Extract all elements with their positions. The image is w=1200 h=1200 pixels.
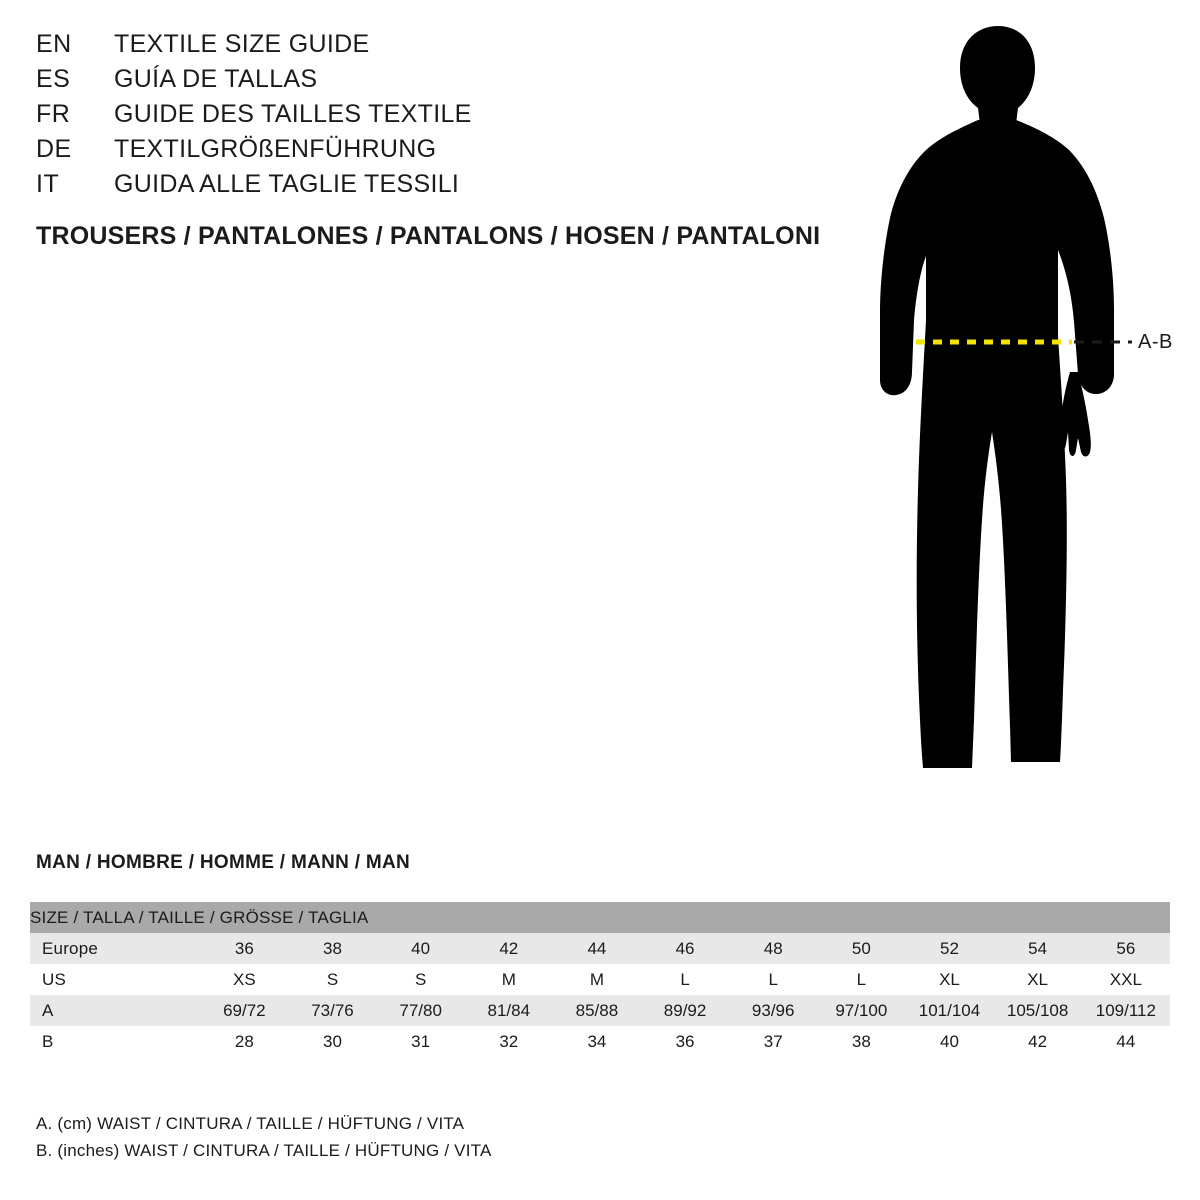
table-cell: 81/84 bbox=[465, 995, 553, 1026]
table-cell: M bbox=[553, 964, 641, 995]
measure-label-ab: A-B bbox=[1138, 331, 1173, 353]
table-cell: 48 bbox=[729, 933, 817, 964]
language-row bbox=[36, 30, 796, 65]
table-cell: 93/96 bbox=[729, 995, 817, 1026]
table-row bbox=[30, 933, 1170, 964]
table-cell: 44 bbox=[553, 933, 641, 964]
language-title: TEXTILGRÖßENFÜHRUNG bbox=[114, 135, 437, 163]
table-cell: 42 bbox=[465, 933, 553, 964]
table-cell: 38 bbox=[288, 933, 376, 964]
table-cell: 109/112 bbox=[1082, 995, 1170, 1026]
language-row bbox=[36, 170, 796, 205]
language-title: GUIDE DES TAILLES TEXTILE bbox=[114, 100, 472, 128]
language-code: EN bbox=[36, 30, 72, 58]
table-cell: 40 bbox=[905, 1026, 993, 1057]
table-cell: 105/108 bbox=[994, 995, 1082, 1026]
table-cell: 42 bbox=[994, 1026, 1082, 1057]
table-cell: 77/80 bbox=[377, 995, 465, 1026]
language-code: FR bbox=[36, 100, 71, 128]
table-cell: 34 bbox=[553, 1026, 641, 1057]
garment-type-heading: TROUSERS / PANTALONES / PANTALONS / HOSEN / PANTALONI bbox=[36, 222, 821, 250]
table-cell: 97/100 bbox=[817, 995, 905, 1026]
silhouette-shape bbox=[880, 26, 1132, 768]
table-cell: 85/88 bbox=[553, 995, 641, 1026]
table-cell: 89/92 bbox=[641, 995, 729, 1026]
table-cell: L bbox=[817, 964, 905, 995]
table-cell: XS bbox=[200, 964, 288, 995]
table-cell: M bbox=[465, 964, 553, 995]
table-section-title: MAN / HOMBRE / HOMME / MANN / MAN bbox=[36, 852, 411, 873]
language-title: TEXTILE SIZE GUIDE bbox=[114, 30, 370, 58]
table-cell: 28 bbox=[200, 1026, 288, 1057]
table-cell: 37 bbox=[729, 1026, 817, 1057]
table-cell: L bbox=[641, 964, 729, 995]
table-cell: XL bbox=[994, 964, 1082, 995]
table-cell: 52 bbox=[905, 933, 993, 964]
table-cell: 54 bbox=[994, 933, 1082, 964]
table-cell: S bbox=[377, 964, 465, 995]
table-cell: 36 bbox=[200, 933, 288, 964]
language-row bbox=[36, 100, 796, 135]
table-header-row bbox=[30, 902, 1170, 933]
language-title: GUÍA DE TALLAS bbox=[114, 65, 318, 93]
table-cell: 40 bbox=[377, 933, 465, 964]
row-label: US bbox=[30, 964, 200, 995]
table-cell: 32 bbox=[465, 1026, 553, 1057]
table-cell: 69/72 bbox=[200, 995, 288, 1026]
language-title-list bbox=[36, 30, 796, 205]
table-row bbox=[30, 1026, 1170, 1057]
language-code: ES bbox=[36, 65, 71, 93]
language-row bbox=[36, 135, 796, 170]
language-code: IT bbox=[36, 170, 60, 198]
size-table-wrap bbox=[30, 902, 1170, 1057]
language-row bbox=[36, 65, 796, 100]
table-cell: 31 bbox=[377, 1026, 465, 1057]
table-header-label: SIZE / TALLA / TAILLE / GRÖSSE / TAGLIA bbox=[30, 902, 1170, 933]
row-label: Europe bbox=[30, 933, 200, 964]
row-label: A bbox=[30, 995, 200, 1026]
language-title: GUIDA ALLE TAGLIE TESSILI bbox=[114, 170, 460, 198]
table-cell: 30 bbox=[288, 1026, 376, 1057]
size-table bbox=[30, 902, 1170, 1057]
table-cell: XL bbox=[905, 964, 993, 995]
note-a: A. (cm) WAIST / CINTURA / TAILLE / HÜFTUNG / VITA bbox=[36, 1114, 465, 1133]
table-cell: 56 bbox=[1082, 933, 1170, 964]
table-cell: 38 bbox=[817, 1026, 905, 1057]
table-cell: 50 bbox=[817, 933, 905, 964]
note-b: B. (inches) WAIST / CINTURA / TAILLE / HÜFTUNG / VITA bbox=[36, 1141, 492, 1160]
table-row bbox=[30, 964, 1170, 995]
language-code: DE bbox=[36, 135, 72, 163]
table-cell: S bbox=[288, 964, 376, 995]
row-label: B bbox=[30, 1026, 200, 1057]
table-cell: 46 bbox=[641, 933, 729, 964]
figure-man-silhouette bbox=[820, 20, 1200, 810]
table-cell: 36 bbox=[641, 1026, 729, 1057]
table-cell: 44 bbox=[1082, 1026, 1170, 1057]
table-row bbox=[30, 995, 1170, 1026]
table-cell: L bbox=[729, 964, 817, 995]
table-cell: 73/76 bbox=[288, 995, 376, 1026]
table-cell: XXL bbox=[1082, 964, 1170, 995]
table-cell: 101/104 bbox=[905, 995, 993, 1026]
measurement-notes bbox=[36, 1110, 492, 1164]
